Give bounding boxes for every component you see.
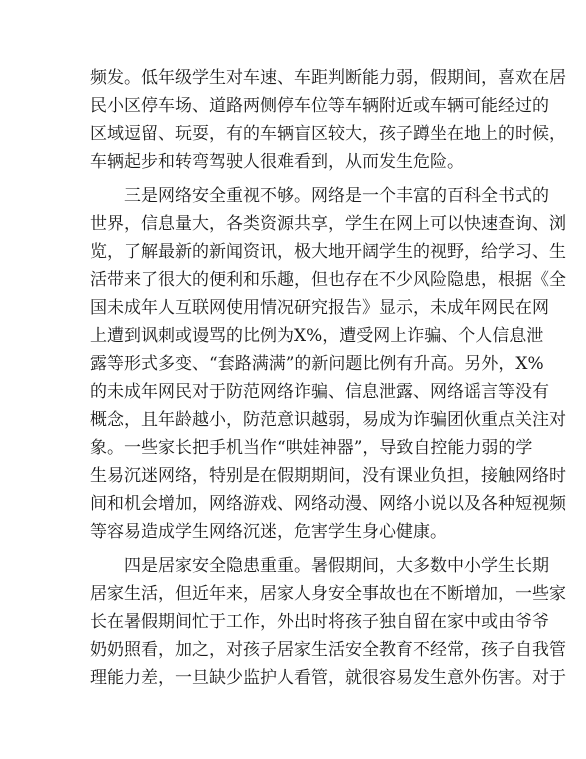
document-body xyxy=(90,64,566,692)
text-line: 居家生活，但近年来，居家人身安全事故也在不断增加，一些家 xyxy=(90,584,566,604)
text-line: 奶奶照看，加之，对孩子居家生活安全教育不经常，孩子自我管 xyxy=(90,640,566,660)
text-line: 活带来了很大的便利和乐趣，但也存在不少风险隐患，根据《全 xyxy=(90,270,566,290)
text-line: 等容易造成学生网络沉迷，危害学生身心健康。 xyxy=(90,522,447,542)
text-line: 三是网络安全重视不够。网络是一个丰富的百科全书式的 xyxy=(124,186,549,206)
text-line: 民小区停车场、道路两侧停车位等车辆附近或车辆可能经过的 xyxy=(90,96,549,116)
text-line: 区域逗留、玩耍，有的车辆盲区较大，孩子蹲坐在地上的时候， xyxy=(90,124,566,144)
text-line: 世界，信息量大，各类资源共享，学生在网上可以快速查询、浏 xyxy=(90,214,566,234)
text-line: 频发。低年级学生对车速、车距判断能力弱，假期间，喜欢在居 xyxy=(90,68,566,88)
text-line: 露等形式多变、“套路满满”的新问题比例有升高。另外，X% xyxy=(90,354,544,374)
paragraph-2 xyxy=(90,182,566,546)
text-line: 览，了解最新的新闻资讯，极大地开阔学生的视野，给学习、生 xyxy=(90,242,566,262)
text-line: 象。一些家长把手机当作“哄娃神器”，导致自控能力弱的学 xyxy=(90,438,533,458)
text-line: 国未成年人互联网使用情况研究报告》显示，未成年网民在网 xyxy=(90,298,549,318)
text-line: 概念，且年龄越小，防范意识越弱，易成为诈骗团伙重点关注对 xyxy=(90,410,566,430)
text-line: 的未成年网民对于防范网络诈骗、信息泄露、网络谣言等没有 xyxy=(90,382,549,402)
text-line: 上遭到讽刺或谩骂的比例为X%，遭受网上诈骗、个人信息泄 xyxy=(90,326,544,346)
text-line: 间和机会增加，网络游戏、网络动漫、网络小说以及各种短视频 xyxy=(90,494,566,514)
text-line: 四是居家安全隐患重重。暑假期间，大多数中小学生长期 xyxy=(124,556,549,576)
text-line: 理能力差，一旦缺少监护人看管，就很容易发生意外伤害。对于 xyxy=(90,668,566,688)
paragraph-1 xyxy=(90,64,566,176)
text-line: 生易沉迷网络，特别是在假期期间，没有课业负担，接触网络时 xyxy=(90,466,566,486)
text-line: 长在暑假期间忙于工作，外出时将孩子独自留在家中或由爷爷 xyxy=(90,612,549,632)
paragraph-3 xyxy=(90,552,566,692)
text-line: 车辆起步和转弯驾驶人很难看到，从而发生危险。 xyxy=(90,152,464,172)
